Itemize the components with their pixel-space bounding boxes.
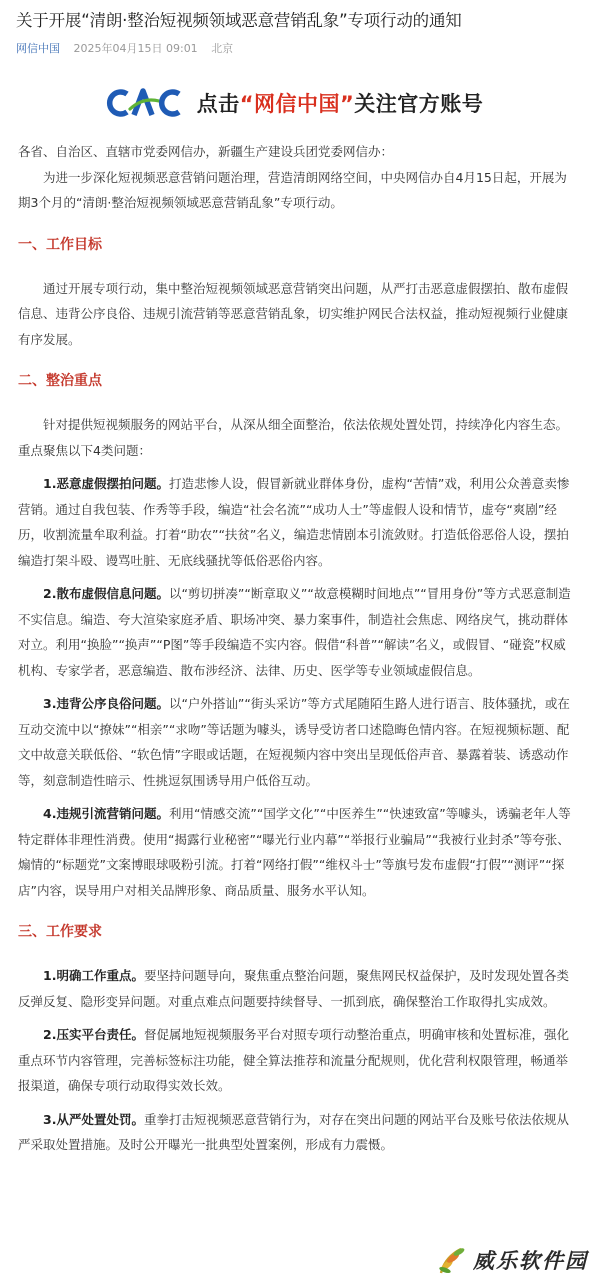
- list-item-text: 要坚持问题导向，聚焦重点整治问题，聚焦网民权益保护，及时发现处置各类反弹反复、隐形变异问题。对重点难点问题要持续督导、一抓到底，确保整治工作取得扎实成效。: [18, 968, 569, 1009]
- list-item-label: 1.明确工作重点。: [43, 968, 144, 983]
- article-body: [16, 139, 578, 1158]
- publish-time: 2025年04月15日 09:01: [73, 42, 198, 55]
- section-paragraph: 通过开展专项行动，集中整治短视频领域恶意营销突出问题，从严打击恶意虚假摆拍、散布虚假信息、违背公序良俗、违规引流营销等恶意营销乱象，切实维护网民合法权益，推动短视频行业健康有序发展。: [18, 280, 569, 347]
- article-meta: [16, 41, 578, 57]
- list-item-text: 督促属地短视频服务平台对照专项行动整治重点，明确审核和处置标准，强化重点环节内容管理，完善标签标注功能，健全算法推荐和流量分配规则，优化营利权限管理，畅通举报渠道，确保专项行动取得实效长效。: [18, 1027, 569, 1093]
- list-item-label: 1.恶意虚假摆拍问题。: [43, 476, 169, 491]
- list-item-label: 3.违背公序良俗问题。: [43, 696, 169, 711]
- list-item-label: 3.从严处置处罚。: [43, 1111, 144, 1127]
- list-item: [18, 963, 578, 1014]
- list-item-label: 4.违规引流营销问题。: [43, 806, 169, 821]
- list-item: [18, 581, 578, 683]
- article-title: 关于开展“清朗·整治短视频领域恶意营销乱象”专项行动的通知: [16, 11, 462, 30]
- watermark: [435, 1243, 588, 1277]
- list-item-text: 以“剪切拼凑”“断章取义”“故意模糊时间地点”“冒用身份”等方式恶意制造不实信息。编造、夸大渲染家庭矛盾、职场冲突、暴力案事件，制造社会焦虑、网络戾气，挑动群体对立。利用“换脸”“换声”“P图”等手段编造不实内容。假借“科普”“解读”名义，或假冒、“碰瓷”权威机构、专家学者，恶意编造、散布涉经济、法律、历史、医学等专业领域虚假信息。: [18, 586, 571, 678]
- list-item: [18, 801, 578, 903]
- list-item: [18, 471, 578, 573]
- banner-suffix: 关注官方账号: [354, 92, 484, 116]
- list-item-text: 以“户外搭讪”“街头采访”等方式尾随陌生路人进行语言、肢体骚扰，或在互动交流中以“撩妹”“相亲”“求吻”等话题为噱头，诱导受访者口述隐晦色情内容。在短视频标题、配文中故意关联低俗、“软色情”字眼或话题，在短视频内容中突出呈现低俗声音、暴露着装、诱惑动作等，刻意制造性暗示、性挑逗氛围诱导用户低俗互动。: [18, 696, 570, 788]
- wheat-leaf-icon: [435, 1243, 469, 1277]
- list-item: [18, 1022, 578, 1099]
- watermark-text: 威乐软件园: [473, 1248, 588, 1273]
- follow-banner[interactable]: [16, 79, 578, 127]
- banner-text: [197, 88, 484, 118]
- section-heading: 二、整治重点: [18, 373, 102, 389]
- section-paragraph: 针对提供短视频服务的网站平台，从深从细全面整治，依法依规处置处罚，持续净化内容生态。重点聚焦以下4类问题：: [18, 417, 569, 458]
- source-link[interactable]: 网信中国: [16, 42, 60, 55]
- list-item-text: 利用“情感交流”“国学文化”“中医养生”“快速致富”等噱头，诱骗老年人等特定群体非理性消费。使用“揭露行业秘密”“曝光行业内幕”“举报行业骗局”“我被行业封杀”等夸张、煽情的“标题党”文案博眼球吸粉引流。打着“网络打假”“维权斗士”等旗号发布虚假“打假”“测评”“探店”内容，误导用户对相关品牌形象、商品质量、服务水平认知。: [18, 806, 571, 898]
- list-item-text: 打造悲惨人设，假冒新就业群体身份，虚构“苦情”戏，利用公众善意卖惨营销。通过自我包装、作秀等手段，编造“社会名流”“成功人士”等虚假人设和情节，虚夸“爽剧”经历，收割流量牟取利益。打着“助农”“扶贫”名义，编造悲情剧本引流敛财。打造低俗恶俗人设，摆拍编造打架斗殴、谩骂吐脏、无底线骚扰等低俗恶俗内容。: [18, 476, 570, 568]
- salutation: 各省、自治区、直辖市党委网信办，新疆生产建设兵团党委网信办：: [18, 144, 394, 159]
- list-item-text: 重拳打击短视频恶意营销行为，对存在突出问题的网站平台及账号依法依规从严采取处置措施。及时公开曝光一批典型处置案例，形成有力震慑。: [18, 1111, 569, 1152]
- banner-prefix: 点击: [196, 92, 240, 116]
- cac-logo-icon: [103, 85, 183, 121]
- section-heading: 一、工作目标: [18, 236, 102, 253]
- publish-location: 北京: [211, 42, 234, 55]
- list-item: [18, 691, 578, 793]
- list-item-label: 2.压实平台责任。: [43, 1027, 144, 1042]
- intro-paragraph: 为进一步深化短视频恶意营销问题治理，营造清朗网络空间，中央网信办自4月15日起，开展为期3个月的“清朗·整治短视频领域恶意营销乱象”专项行动。: [18, 169, 567, 210]
- list-item: [18, 1107, 578, 1158]
- banner-account-name: “网信中国”: [239, 92, 355, 116]
- list-item-label: 2.散布虚假信息问题。: [43, 586, 169, 601]
- section-heading: 三、工作要求: [18, 924, 102, 940]
